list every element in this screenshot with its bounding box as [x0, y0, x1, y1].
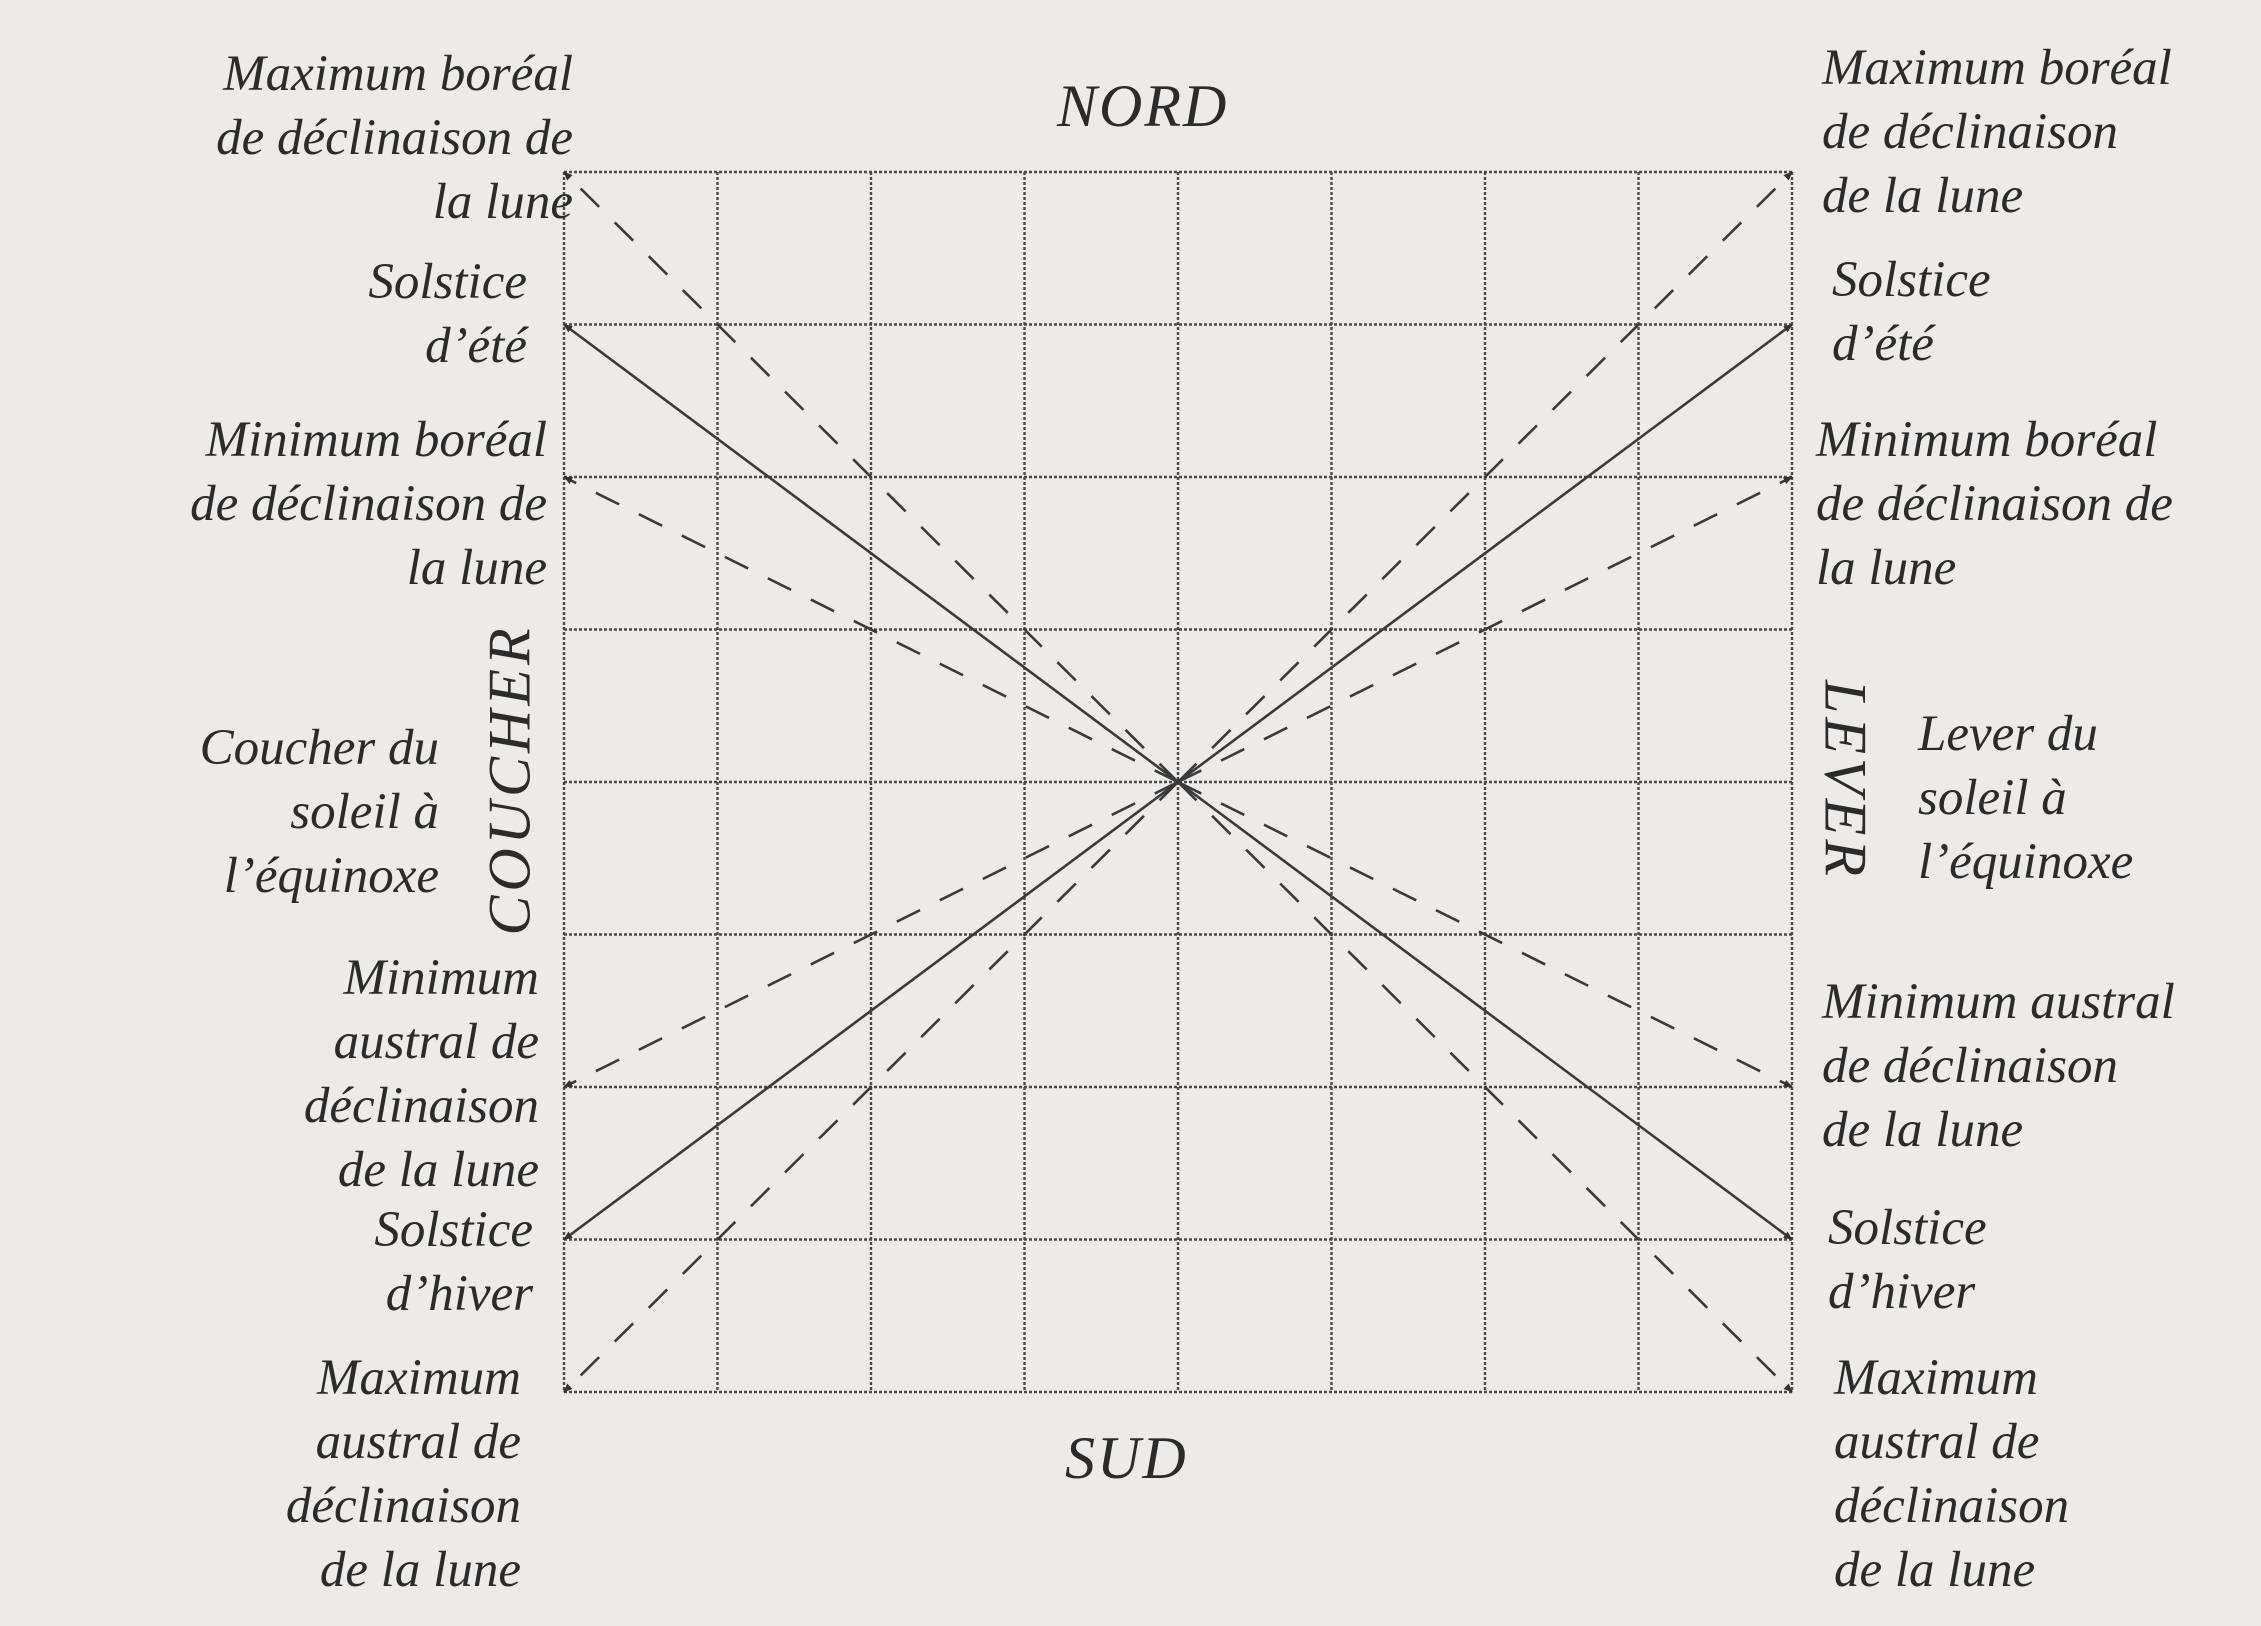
right-label-min-austral: Minimum austral de déclinaison de la lune: [1822, 974, 2175, 1158]
right-label-max-austral: Maximum austral de déclinaison de la lune: [1834, 1350, 2070, 1598]
right-label-min-boreal: Minimum boréal de déclinaison de la lune: [1816, 412, 2173, 596]
left-label-max-boreal: Maximum boréal de déclinaison de la lune: [216, 46, 573, 230]
left-label-min-boreal: Minimum boréal de déclinaison de la lune: [190, 412, 547, 596]
north-label: NORD: [1057, 73, 1229, 139]
south-label: SUD: [1065, 1425, 1188, 1491]
left-label-equinoxe: Coucher du soleil à l’équinoxe: [199, 720, 439, 904]
solstice-hiver-direction-line-west: [564, 782, 1178, 1240]
right-label-solstice-hiver: Solstice d’hiver: [1828, 1200, 1987, 1320]
left-label-min-austral: Minimum austral de déclinaison de la lune: [303, 950, 539, 1198]
right-label-max-boreal: Maximum boréal de déclinaison de la lune: [1822, 40, 2172, 224]
left-label-solstice-ete: Solstice d’été: [368, 254, 527, 374]
solstice-hiver-direction-line-east: [1178, 782, 1792, 1240]
left-label-solstice-hiver: Solstice d’hiver: [374, 1202, 533, 1322]
sunset-axis-label: COUCHER: [476, 624, 543, 936]
sunrise-axis-label: LEVER: [1812, 680, 1879, 880]
left-label-max-austral: Maximum austral de déclinaison de la lune: [285, 1350, 521, 1598]
right-label-solstice-ete: Solstice d’été: [1832, 252, 1991, 372]
right-label-equinoxe: Lever du soleil à l’équinoxe: [1918, 706, 2134, 890]
